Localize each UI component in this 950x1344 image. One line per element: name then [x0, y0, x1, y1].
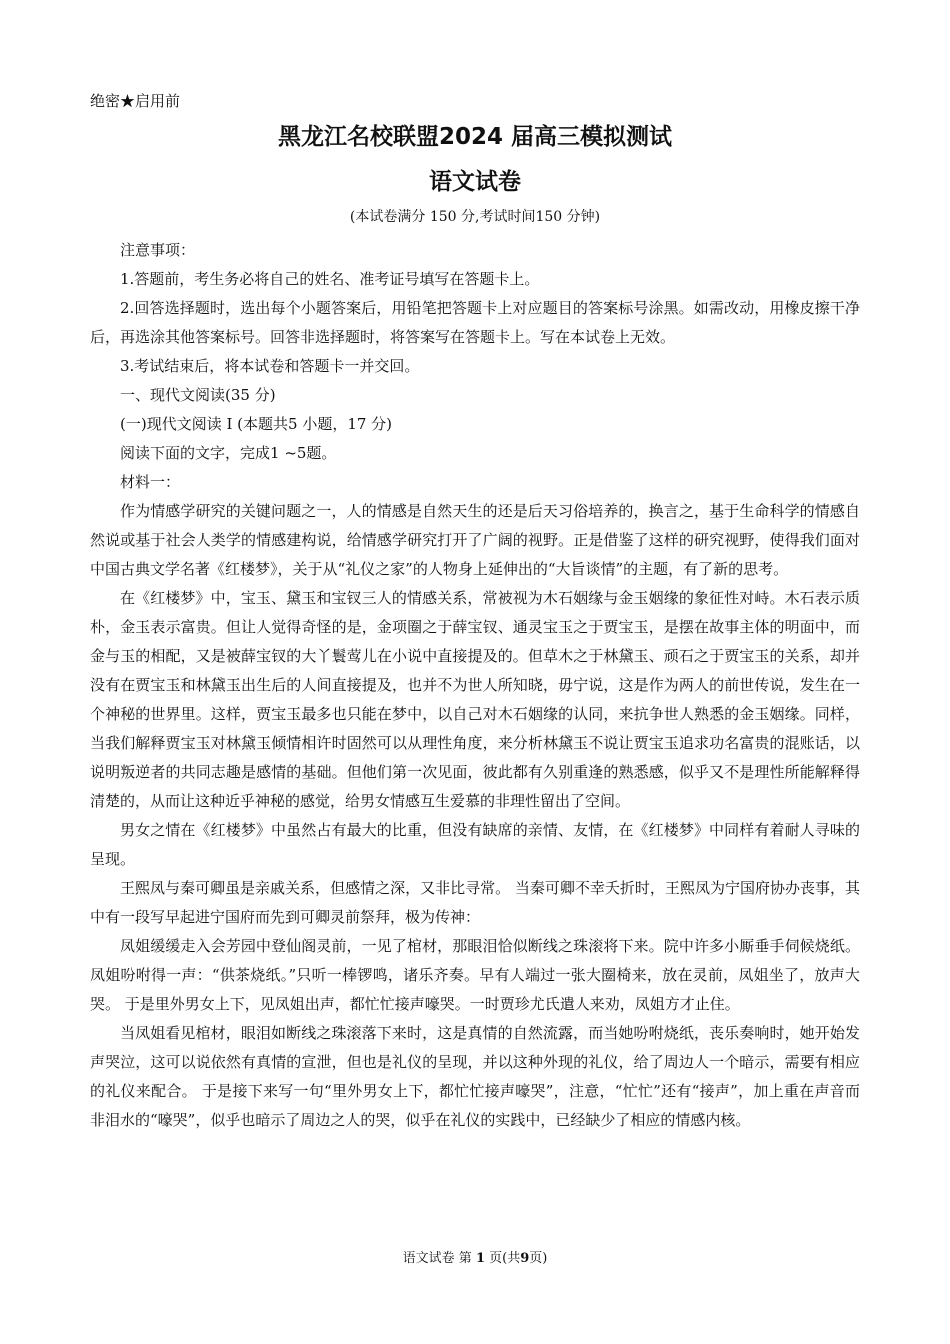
footer-end: 页): [529, 1251, 548, 1266]
confidential-mark: 绝密★启用前: [90, 92, 181, 110]
page-footer: [0, 1249, 950, 1269]
exam-subtitle: 语文试卷: [429, 169, 521, 195]
section-heading: 一、现代文阅读(35 分): [120, 386, 276, 404]
exam-body: [90, 236, 860, 1135]
note-item: 2.回答选择题时，选出每个小题答案后，用铅笔把答题卡上对应题目的答案标号涂黑。如需改动，用橡皮擦干净后，再选涂其他答案标号。回答非选择题时，将答案写在答题卡上。写在本试卷上无效。: [90, 299, 860, 346]
section-subheading: (一)现代文阅读 I (本题共5 小题，17 分): [120, 415, 393, 433]
passage-paragraph: 王熙凤与秦可卿虽是亲戚关系，但感情之深，又非比寻常。 当秦可卿不幸夭折时，王熙凤为宁国府协办丧事，其中有一段写早起进宁国府而先到可卿灵前祭拜，极为传神：: [90, 879, 860, 926]
notes-heading: 注意事项：: [120, 241, 196, 259]
section-instruction: 阅读下面的文字，完成1 ~5题。: [120, 444, 337, 462]
score-note: (本试卷满分 150 分,考试时间150 分钟): [349, 209, 601, 225]
passage-paragraph: 男女之情在《红楼梦》中虽然占有最大的比重，但没有缺席的亲情、友情，在《红楼梦》中同样有着耐人寻味的呈现。: [90, 821, 860, 868]
passage-quote: 凤姐缓缓走入会芳园中登仙阁灵前，一见了棺材，那眼泪恰似断线之珠滚将下来。院中许多小厮垂手伺候烧纸。凤姐吩咐得一声：“供茶烧纸。”只听一棒锣鸣，诸乐齐奏。早有人端过一张大圈椅来，放在灵前，凤姐坐了，放声大哭。 于是里外男女上下，见凤姐出声，都忙忙接声嚎哭。一时贾珍尤氏遣人来劝，凤姐方才止住。: [90, 937, 860, 1013]
footer-page-number: 1: [475, 1251, 485, 1266]
exam-title: 黑龙江名校联盟2024 届高三模拟测试: [277, 124, 673, 150]
footer-total-pages: 9: [520, 1251, 530, 1266]
passage-paragraph: 当凤姐看见棺材，眼泪如断线之珠滚落下来时，这是真情的自然流露，而当她吩咐烧纸，丧乐奏响时，她开始发声哭泣，这可以说依然有真情的宣泄，但也是礼仪的呈现，并以这种外现的礼仪，给了周边人一个暗示，需要有相应的礼仪来配合。 于是接下来写一句“里外男女上下，都忙忙接声嚎哭”，注意，“忙忙”还有“接声”，加上重在声音而非泪水的“嚎哭”，似乎也暗示了周边之人的哭，似乎在礼仪的实践中，已经缺少了相应的情感内核。: [90, 1024, 860, 1129]
passage-paragraph: 作为情感学研究的关键问题之一，人的情感是自然天生的还是后天习俗培养的，换言之，基于生命科学的情感自然说或基于社会人类学的情感建构说，给情感学研究打开了广阔的视野。正是借鉴了这样的研究视野，使得我们面对中国古典文学名著《红楼梦》，关于从“礼仪之家”的人物身上延伸出的“大旨谈情”的主题，有了新的思考。: [90, 502, 860, 578]
passage-paragraph: 在《红楼梦》中，宝玉、黛玉和宝钗三人的情感关系，常被视为木石姻缘与金玉姻缘的象征性对峙。木石表示质朴，金玉表示富贵。但让人觉得奇怪的是，金项圈之于薛宝钗、通灵宝玉之于贾宝玉，是摆在故事主体的明面中，而金与玉的相配，又是被薛宝钗的大丫鬟莺儿在小说中直接提及的。但草木之于林黛玉、顽石之于贾宝玉的关系，却并没有在贾宝玉和林黛玉出生后的人间直接提及，也并不为世人所知晓，毋宁说，这是作为两人的前世传说，发生在一个神秘的世界里。这样，贾宝玉最多也只能在梦中，以自己对木石姻缘的认同，来抗争世人熟悉的金玉姻缘。同样，当我们解释贾宝玉对林黛玉倾情相许时固然可以从理性角度，来分析林黛玉不说让贾宝玉追求功名富贵的混账话，以说明叛逆者的共同志趣是感情的基础。但他们第一次见面，彼此都有久别重逢的熟悉感，似乎又不是理性所能解释得清楚的，从而让这种近乎神秘的感觉，给男女情感互生爱慕的非理性留出了空间。: [90, 589, 860, 810]
material-label: 材料一：: [120, 473, 181, 491]
footer-prefix: 语文试卷 第: [402, 1251, 476, 1266]
footer-suffix: 页(共: [484, 1251, 521, 1266]
note-item: 1.答题前，考生务必将自己的姓名、准考证号填写在答题卡上。: [120, 270, 540, 288]
note-item: 3.考试结束后，将本试卷和答题卡一并交回。: [120, 357, 420, 375]
